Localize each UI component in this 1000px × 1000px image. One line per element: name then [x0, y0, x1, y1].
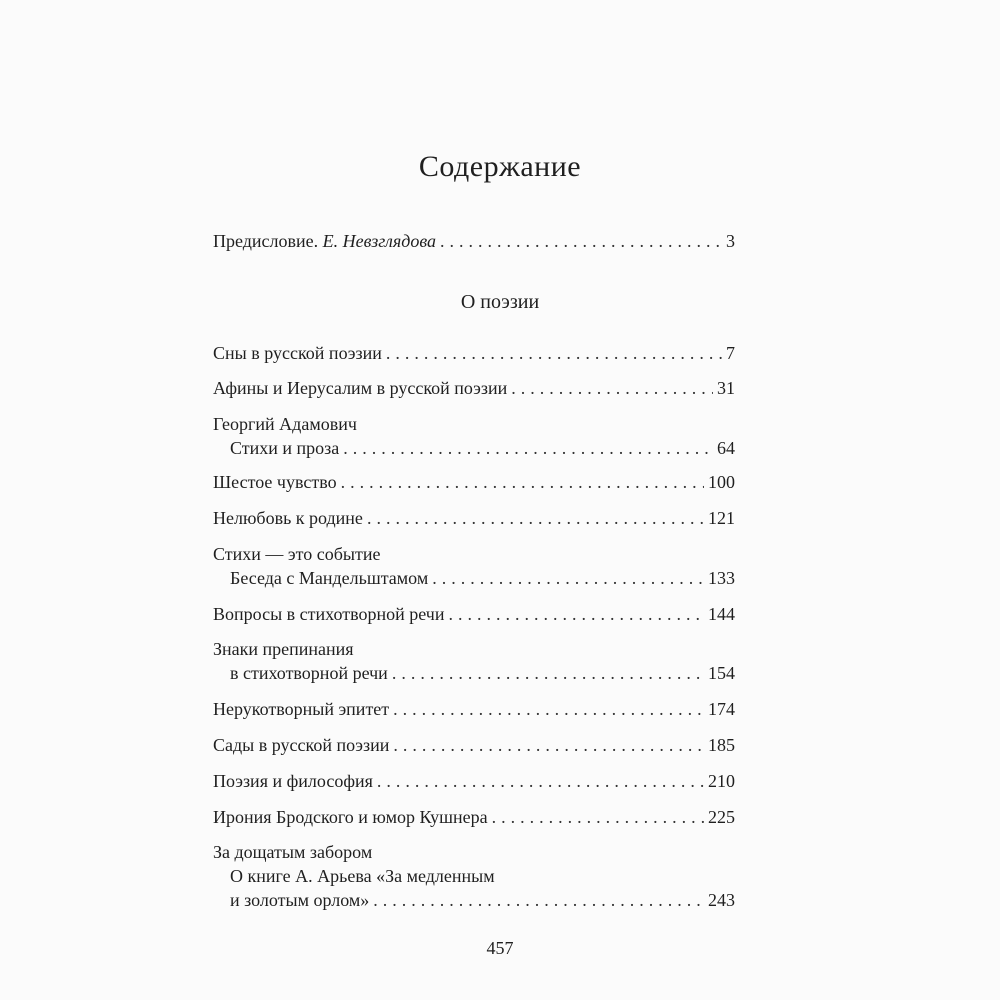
- dot-leader: [386, 341, 722, 365]
- toc-entry: [213, 840, 735, 912]
- toc-entry-title: Знаки препинания: [213, 639, 354, 659]
- toc-entry-title: Шестое чувство: [213, 472, 337, 492]
- page-number: 457: [486, 938, 514, 958]
- toc-entry: [213, 376, 735, 400]
- toc-page-number: 210: [708, 771, 735, 791]
- toc-entry: [213, 412, 735, 460]
- toc-entry: [213, 506, 735, 530]
- toc-entry: [213, 542, 735, 590]
- toc-entry-title: Нелюбовь к родине: [213, 508, 363, 528]
- toc-line: [213, 840, 735, 864]
- toc-entry: [213, 341, 735, 365]
- toc-entry: [213, 769, 735, 793]
- toc-entry-title: Поэзия и философия: [213, 771, 373, 791]
- toc-page-number: 7: [726, 343, 735, 363]
- toc-page-number: 154: [708, 663, 735, 683]
- dot-leader: [343, 436, 713, 460]
- toc-entry-title: Стихи — это событие: [213, 544, 381, 564]
- toc-line: [213, 733, 735, 757]
- toc-entry: [213, 602, 735, 626]
- toc-entry-title: Сады в русской поэзии: [213, 735, 390, 755]
- toc-page-number: 174: [708, 699, 735, 719]
- toc-entry: [213, 805, 735, 829]
- toc-line: [213, 661, 735, 685]
- dot-leader: [511, 376, 713, 400]
- dot-leader: [373, 888, 704, 912]
- toc-line: [213, 769, 735, 793]
- toc-page-number: 144: [708, 604, 735, 624]
- toc-entry: [213, 470, 735, 494]
- dot-leader: [393, 733, 704, 757]
- toc-line: [213, 436, 735, 460]
- toc-entry-preface: [213, 229, 735, 253]
- toc-page-number: 225: [708, 807, 735, 827]
- dot-leader: [377, 769, 704, 793]
- toc-line: [213, 805, 735, 829]
- toc-entry-subtitle: в стихотворной речи: [230, 663, 388, 683]
- toc-page-number: 100: [708, 472, 735, 492]
- toc-page-number: 31: [717, 378, 735, 398]
- toc-entry-title: Вопросы в стихотворной речи: [213, 604, 445, 624]
- toc-entry-title: [213, 229, 436, 253]
- toc-line: [213, 864, 735, 888]
- dot-leader: [341, 470, 704, 494]
- toc-entry-title: Афины и Иерусалим в русской поэзии: [213, 378, 508, 398]
- dot-leader: [392, 661, 704, 685]
- page-title: Содержание: [418, 150, 582, 183]
- toc-entry-title: Ирония Бродского и юмор Кушнера: [213, 807, 488, 827]
- toc-line: [213, 542, 735, 566]
- toc-entry: [213, 733, 735, 757]
- toc-entry-title: Георгий Адамович: [213, 414, 357, 434]
- dot-leader: [448, 602, 704, 626]
- toc-line: [213, 637, 735, 661]
- toc-page-number: 121: [708, 508, 735, 528]
- toc-page-number: 133: [708, 568, 735, 588]
- toc-line: [213, 888, 735, 912]
- toc-entry-subtitle: и золотым орлом»: [230, 890, 370, 910]
- toc-line: [213, 376, 735, 400]
- toc-entry: [213, 697, 735, 721]
- preface-label: Предисловие.: [213, 231, 319, 251]
- toc-entry-title: За дощатым забором: [213, 842, 373, 862]
- toc-entry-subtitle: Стихи и проза: [230, 438, 340, 458]
- toc-line: [213, 229, 735, 253]
- section-heading: О поэзии: [460, 291, 540, 313]
- dot-leader: [440, 229, 722, 253]
- toc-line: [213, 566, 735, 590]
- dot-leader: [367, 506, 704, 530]
- toc-entry: [213, 637, 735, 685]
- toc-entry-subtitle: Беседа с Мандельштамом: [230, 568, 429, 588]
- toc-line: [213, 697, 735, 721]
- dot-leader: [393, 697, 704, 721]
- toc-entry-title: Нерукотворный эпитет: [213, 699, 390, 719]
- preface-author: Е. Невзглядова: [322, 231, 437, 251]
- toc-page-number: 243: [708, 890, 735, 910]
- toc-page-number: 3: [726, 231, 735, 251]
- toc-entry-subtitle: О книге А. Арьева «За медленным: [230, 866, 495, 886]
- toc-line: [213, 470, 735, 494]
- toc-entry-title: Сны в русской поэзии: [213, 343, 382, 363]
- toc-page-number: 185: [708, 735, 735, 755]
- dot-leader: [432, 566, 704, 590]
- dot-leader: [492, 805, 704, 829]
- toc-page-number: 64: [717, 438, 735, 458]
- toc-line: [213, 506, 735, 530]
- toc-line: [213, 602, 735, 626]
- toc-line: [213, 412, 735, 436]
- toc-line: [213, 341, 735, 365]
